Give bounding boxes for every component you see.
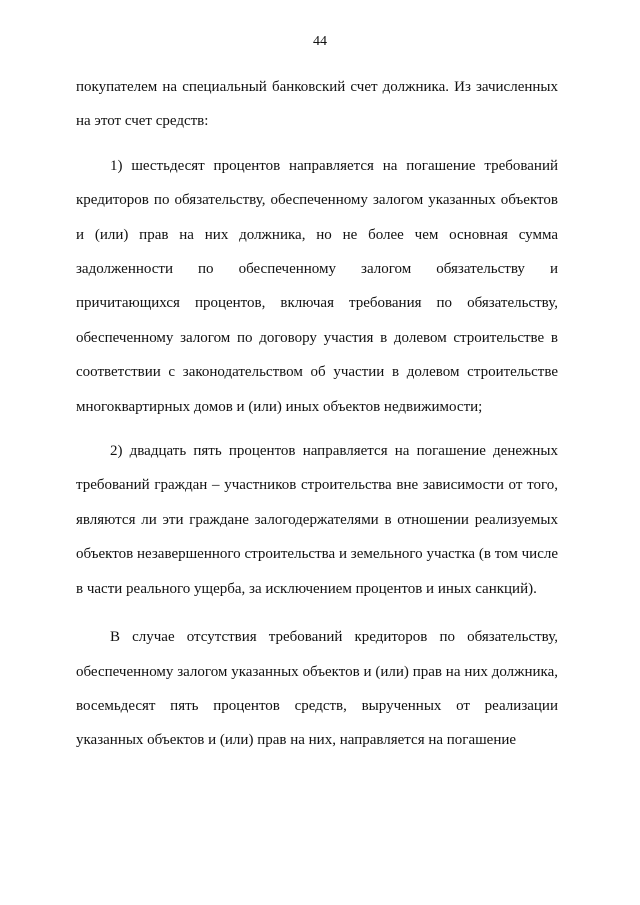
page-number: 44 bbox=[313, 34, 327, 49]
document-body bbox=[76, 70, 558, 758]
paragraph-item-2: 2) двадцать пять процентов направляется на погашение денежных требований граждан – участников строительства вне зависимости от того, являются ли эти граждане залогодержателями в отношении реализуемых объектов незавершенного строительства и земельного участка (в том числе в части реального ущерба, за исключением процентов и иных санкций). bbox=[76, 443, 558, 597]
paragraph-item-1: 1) шестьдесят процентов направляется на погашение требований кредиторов по обязательству, обеспеченному залогом указанных объектов и (или) прав на них должника, но не более чем основная сумма задолженности по обеспеченному залогом обязательству и причитающихся процентов, включая требования по обязательству, обеспеченному залогом по договору участия в долевом строительстве в соответствии с законодательством об участии в долевом строительстве многоквартирных домов и (или) иных объектов недвижимости; bbox=[76, 157, 558, 415]
paragraph-absence-of-claims: В случае отсутствия требований кредиторов по обязательству, обеспеченному залогом указанных объектов и (или) прав на них должника, восемьдесят пять процентов средств, вырученных от реализации указанных объектов и (или) прав на них, направляется на погашение bbox=[76, 629, 558, 749]
paragraph-continuation: покупателем на специальный банковский счет должника. Из зачисленных на этот счет средств: bbox=[76, 79, 558, 130]
